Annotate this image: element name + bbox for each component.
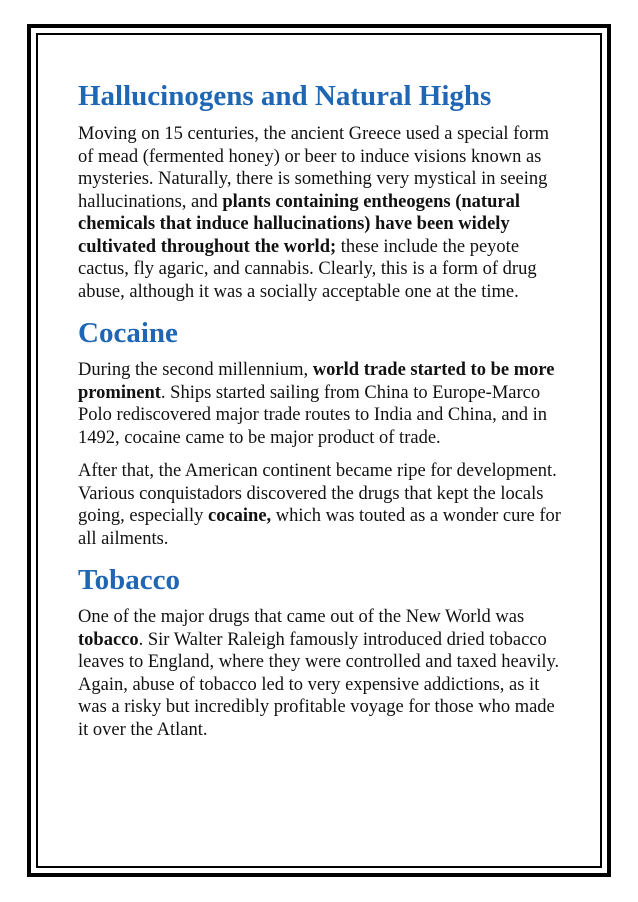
text-run: which was touted as a wonder cure for all ailments. [78,506,561,549]
text-run: Moving on 15 centuries, the ancient Greece used a special form of mead (fermented honey) or beer to induce visions known as mysteries. Naturally, there is something very mystical in seeing hallucinations, and [78,124,550,212]
document-body [78,78,566,741]
paragraph-hallucinogens [78,123,566,303]
section-tobacco [78,562,566,741]
paragraph-tobacco [78,606,566,741]
section-hallucinogens [78,78,566,303]
paragraph-cocaine-2 [78,460,566,550]
bold-run: cocaine, [207,506,272,526]
paragraph-cocaine-1 [78,359,566,449]
text-run: One of the major drugs that came out of the New World was [78,607,525,627]
heading-tobacco: Tobacco [78,564,181,596]
heading-cocaine: Cocaine [78,317,178,349]
bold-run: world trade started to be more prominent [78,360,555,403]
text-run: . Sir Walter Raleigh famously introduced dried tobacco leaves to England, where they were controlled and taxed heavily. Again, abuse of tobacco led to very expensive addictions, as it was a risky but incredibly profitable voyage for those who made it over the Atlant. [78,629,560,740]
heading-hallucinogens: Hallucinogens and Natural Highs [78,80,492,112]
text-run: During the second millennium, [78,360,313,380]
bold-run: tobacco [78,629,139,650]
text-run: After that, the American continent became ripe for development. Various conquistadors discovered the drugs that kept the locals going, especially [78,461,557,526]
text-run: these include the peyote cactus, fly agaric, and cannabis. Clearly, this is a form of drug abuse, although it was a socially acceptable one at the time. [78,236,537,302]
section-cocaine [78,315,566,550]
bold-run: plants containing entheogens (natural chemicals that induce hallucinations) have been widely cultivated throughout the world; [78,191,520,257]
text-run: . Ships started sailing from China to Europe-Marco Polo rediscovered major trade routes to India and China, and in 1492, cocaine came to be major product of trade. [78,382,548,448]
